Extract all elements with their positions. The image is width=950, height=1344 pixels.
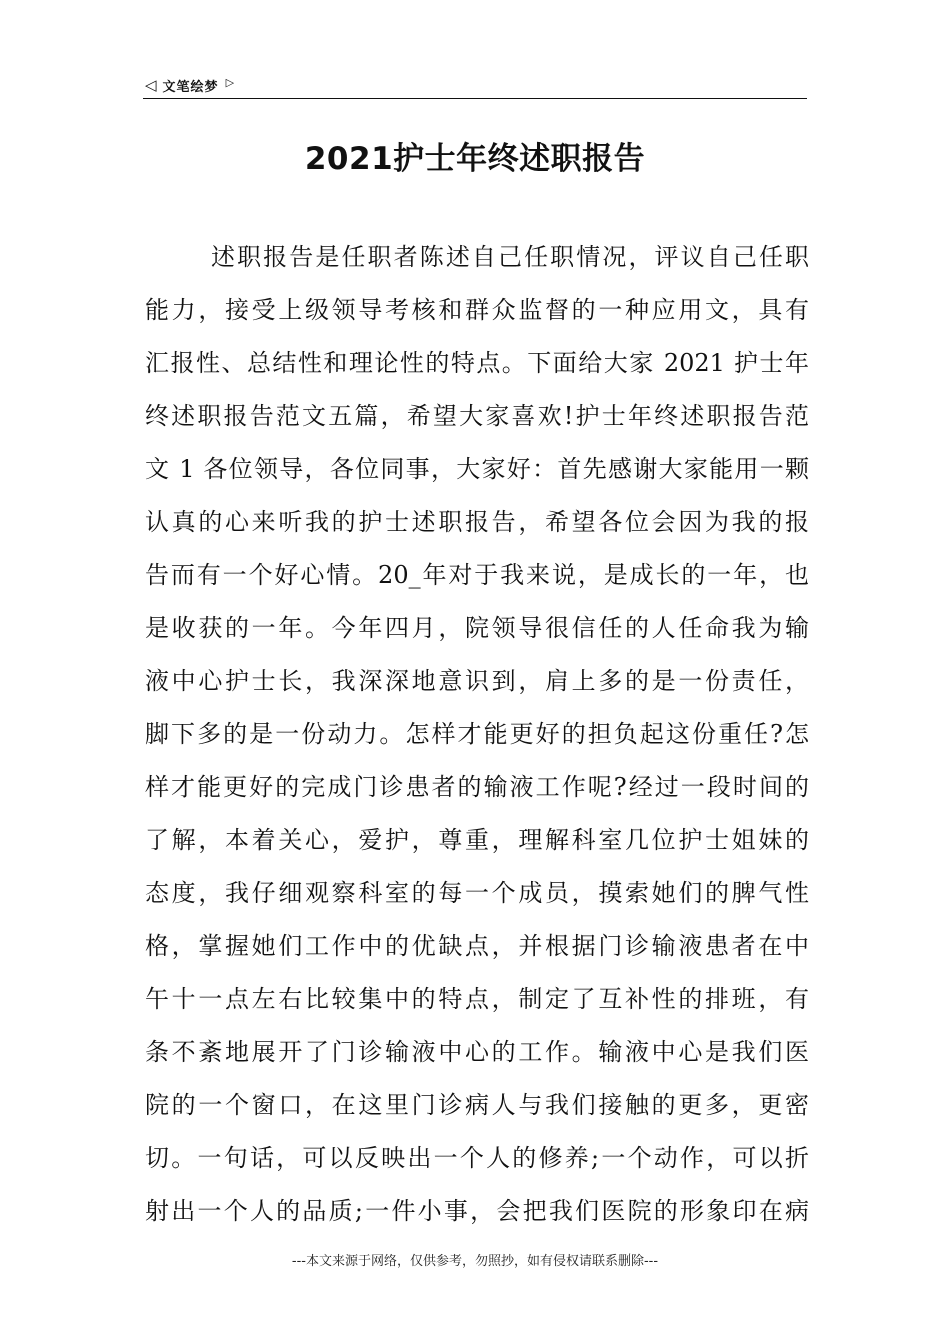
document-title: 2021护士年终述职报告: [304, 141, 646, 177]
paragraph-line: 切。一句话，可以反映出一个人的修养;一个动作，可以折: [145, 1144, 809, 1172]
triangle-right-icon: ▷: [225, 75, 235, 89]
paragraph-line: 是收获的一年。今年四月，院领导很信任的人任命我为输: [145, 614, 809, 642]
paragraph-line: 述职报告是任职者陈述自己任职情况，评议自己任职: [211, 243, 809, 271]
paragraph-line: 条不紊地展开了门诊输液中心的工作。输液中心是我们医: [145, 1038, 809, 1066]
paragraph-line: 汇报性、总结性和理论性的特点。下面给大家 2021 护士年: [145, 349, 809, 377]
paragraph-line: 文 1 各位领导，各位同事，大家好：首先感谢大家能用一颗: [145, 455, 809, 483]
paragraph-line: 午十一点左右比较集中的特点，制定了互补性的排班，有: [145, 985, 809, 1013]
paragraph-line: 态度，我仔细观察科室的每一个成员，摸索她们的脾气性: [145, 879, 809, 907]
triangle-left-icon: ◁: [145, 75, 157, 94]
page-header: [145, 74, 234, 96]
paragraph-line: 液中心护士长，我深深地意识到，肩上多的是一份责任，: [145, 667, 809, 695]
brand-label: 文笔绘梦: [162, 79, 219, 95]
paragraph-line: 院的一个窗口，在这里门诊病人与我们接触的更多，更密: [145, 1091, 809, 1119]
paragraph-line: 样才能更好的完成门诊患者的输液工作呢?经过一段时间的: [145, 773, 809, 801]
document-body: [145, 238, 809, 1245]
paragraph-line: 认真的心来听我的护士述职报告，希望各位会因为我的报: [145, 508, 809, 536]
paragraph-line: 告而有一个好心情。20_年对于我来说，是成长的一年，也: [145, 561, 809, 589]
paragraph-line: 射出一个人的品质;一件小事，会把我们医院的形象印在病: [145, 1197, 809, 1225]
paragraph-line: 终述职报告范文五篇，希望大家喜欢!护士年终述职报告范: [145, 402, 809, 430]
paragraph-line: 脚下多的是一份动力。怎样才能更好的担负起这份重任?怎: [145, 720, 809, 748]
paragraph-line: 格，掌握她们工作中的优缺点，并根据门诊输液患者在中: [145, 932, 809, 960]
paragraph-line: 能力，接受上级领导考核和群众监督的一种应用文，具有: [145, 296, 809, 324]
paragraph-line: 了解，本着关心，爱护，尊重，理解科室几位护士姐妹的: [145, 826, 809, 854]
footer-notice: ---本文来源于网络，仅供参考，勿照抄，如有侵权请联系删除---: [291, 1254, 659, 1269]
header-divider: [143, 98, 807, 99]
